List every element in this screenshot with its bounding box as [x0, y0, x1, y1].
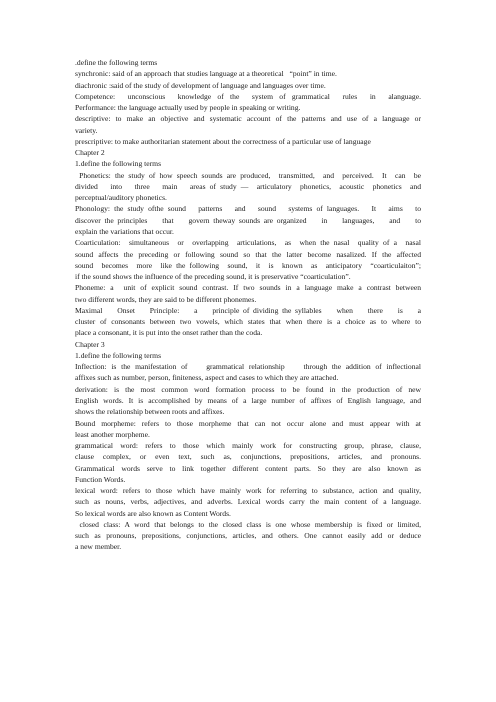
text-line: clause complex, or even text, such as, conjunctions, prepositions, articles, and pronouns. — [75, 452, 421, 462]
text-line: lexical word: refers to those which have mainly work for referring to substance, action and quality, — [75, 486, 421, 496]
text-line: English words. It is accomplished by means of a large number of affixes of English language, and — [75, 395, 421, 405]
text-line: diachronic :said of the study of development of language and languages over time. — [75, 80, 326, 90]
document-page — [75, 57, 421, 553]
text-line: Coarticulation: simultaneous or overlapping articulations, as when the nasal quality of a nasal — [75, 238, 421, 248]
text-line: affixes such as number, person, finiteness, aspect and cases to which they are attached. — [75, 373, 339, 383]
text-line: 1.define the following terms — [75, 159, 162, 169]
text-line: So lexical words are also known as Content Words. — [75, 508, 231, 518]
text-line: descriptive: to make an objective and systematic account of the patterns and use of a language or — [75, 114, 421, 124]
text-line: 1.define the following terms — [75, 350, 162, 360]
text-line: grammatical word: refers to those which mainly work for constructing group, phrase, clause, — [75, 441, 421, 451]
text-line: sound affects the preceding or following sound so that the latter become nasalized. If the affected — [75, 249, 421, 259]
text-line: two different words, they are said to be different phonemes. — [75, 294, 257, 304]
text-line: variety. — [75, 125, 98, 135]
text-line: Bound morpheme: refers to those morpheme that can not occur alone and must appear with at — [75, 418, 421, 428]
text-line: if the sound shows the influence of the preceding sound, it is preservative “coarticulation”. — [75, 272, 351, 282]
text-line: sound becomes more like the following sound, it is known as anticipatory “coarticulaiton”; — [75, 260, 421, 270]
text-line: a new member. — [75, 542, 122, 552]
text-line: discover the principles that govern theway sounds are organized in languages, and to — [75, 215, 421, 225]
text-line: shows the relationship between roots and affixes. — [75, 407, 225, 417]
text-line: Competence: unconscious knowledge of the system of grammatical rules in alanguage. — [75, 91, 421, 101]
text-line: such as pronouns, prepositions, conjunctions, articles, and others. One cannot easily add or deduce — [75, 531, 421, 541]
text-line: Function Words. — [75, 474, 126, 484]
text-line: least another morpheme. — [75, 429, 150, 439]
text-line: Maximal Onset Principle: a principle of dividing the syllables when there is a — [75, 305, 421, 315]
text-line: closed class: A word that belongs to the closed class is one whose membership is fixed or limited, — [75, 519, 421, 529]
text-line: Grammatical words serve to link together different content parts. So they are also known as — [75, 463, 421, 473]
text-line: divided into three main areas of study — articulatory phonetics, acoustic phonetics and — [75, 181, 421, 191]
text-line: Performance: the language actually used by people in speaking or writing. — [75, 103, 301, 113]
text-line: derivation: is the most common word formation process to be found in the production of new — [75, 384, 421, 394]
text-line: Phonology: the study ofthe sound patterns and sound systems of languages. It aims to — [75, 204, 421, 214]
text-line: .define the following terms — [75, 58, 158, 67]
text-line: Chapter 3 — [75, 339, 105, 349]
text-line: Chapter 2 — [75, 148, 105, 158]
text-line: prescriptive: to make authoritarian statement about the correctness of a particular use of language — [75, 136, 371, 146]
text-line: synchronic: said of an approach that studies language at a theoretical “point” in time. — [75, 69, 337, 79]
text-line: perceptual/auditory phonetics. — [75, 193, 167, 203]
text-line: such as nouns, verbs, adjectives, and adverbs. Lexical words carry the main content of a language. — [75, 497, 421, 507]
text-line: Phoneme: a unit of explicit sound contrast. If two sounds in a language make a contrast between — [75, 283, 421, 293]
text-line: explain the variations that occur. — [75, 226, 174, 236]
text-line: cluster of consonants between two vowels, which states that when there is a choice as to where to — [75, 317, 421, 327]
text-line: Phonetics: the study of how speech sounds are produced, transmitted, and perceived. It can be — [75, 170, 421, 180]
text-line: Inflection: is the manifestation of grammatical relationship through the addition of inflectional — [75, 362, 421, 372]
text-line: place a consonant, it is put into the onset rather than the coda. — [75, 328, 263, 338]
